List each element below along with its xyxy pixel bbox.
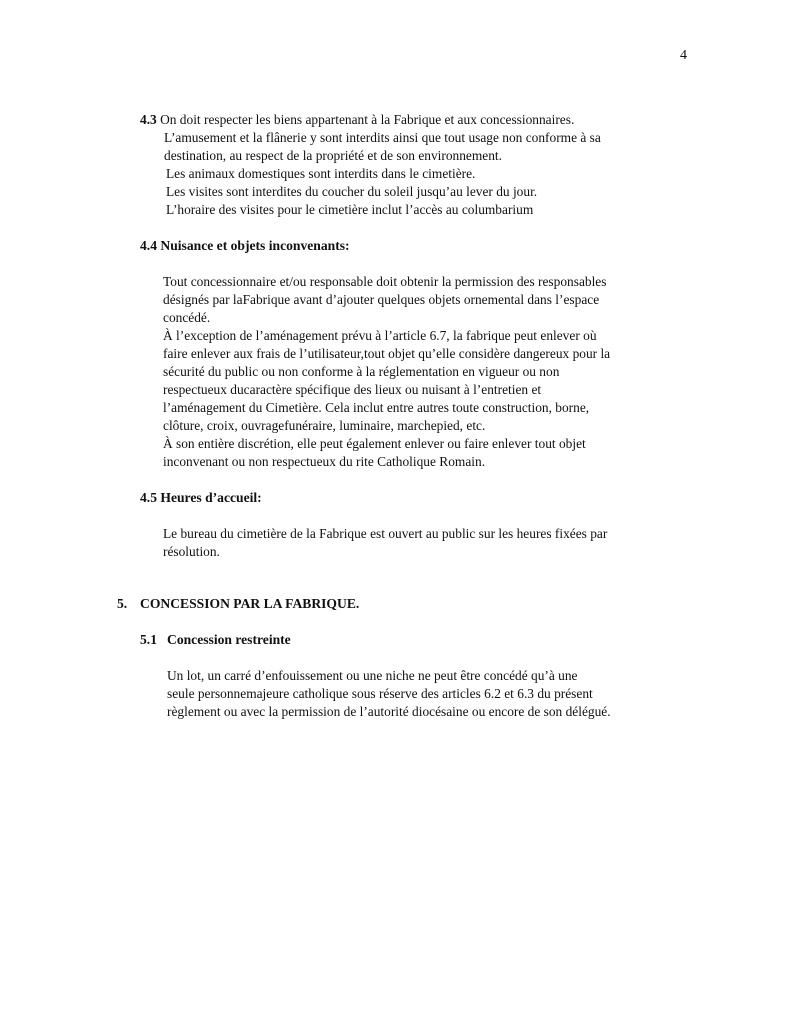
section-4-4-heading: 4.4 Nuisance et objets inconvenants: <box>140 238 350 253</box>
section-4-3-line-3: Les animaux domestiques sont interdits dans le cimetière. <box>166 166 476 181</box>
section-4-3-line-2: destination, au respect de la propriété et de son environnement. <box>164 148 502 163</box>
section-4-3-line-0: On doit respecter les biens appartenant à la Fabrique et aux concessionnaires. <box>156 112 575 127</box>
page-number: 4 <box>680 48 687 63</box>
section-5-heading: CONCESSION PAR LA FABRIQUE. <box>140 596 360 611</box>
section-4-4-line-4: faire enlever aux frais de l’utilisateur,tout objet qu’elle considère dangereux pour la <box>163 346 611 361</box>
section-4-4-line-6: respectueux ducaractère spécifique des lieux ou nuisant à l’entretien et <box>163 382 542 397</box>
section-4-3-first-line <box>140 111 574 129</box>
section-5-1-number: 5.1 <box>140 632 157 647</box>
section-4-4-line-3: À l’exception de l’aménagement prévu à l’article 6.7, la fabrique peut enlever où <box>163 328 597 343</box>
section-4-4-line-5: sécurité du public ou non conforme à la réglementation en vigueur ou non <box>163 364 560 379</box>
section-5-1-line-1: seule personnemajeure catholique sous réserve des articles 6.2 et 6.3 du présent <box>167 686 593 701</box>
section-4-4-line-7: l’aménagement du Cimetière. Cela inclut entre autres toute construction, borne, <box>163 400 590 415</box>
section-4-4-line-8: clôture, croix, ouvragefunéraire, luminaire, marchepied, etc. <box>163 418 486 433</box>
section-5-number: 5. <box>117 596 128 611</box>
section-4-4-line-9: À son entière discrétion, elle peut également enlever ou faire enlever tout objet <box>163 436 586 451</box>
section-4-3-line-4: Les visites sont interdites du coucher du soleil jusqu’au lever du jour. <box>166 184 538 199</box>
section-4-3-number: 4.3 <box>140 112 157 127</box>
section-4-4-line-1: désignés par laFabrique avant d’ajouter quelques objets ornemental dans l’espace <box>163 292 600 307</box>
section-4-5-line-1: résolution. <box>163 544 220 559</box>
section-5-1-line-0: Un lot, un carré d’enfouissement ou une niche ne peut être concédé qu’à une <box>167 668 578 683</box>
section-4-5-line-0: Le bureau du cimetière de la Fabrique est ouvert au public sur les heures fixées par <box>163 526 608 541</box>
section-5-1-heading: Concession restreinte <box>167 632 291 647</box>
section-5-1-line-2: règlement ou avec la permission de l’autorité diocésaine ou encore de son délégué. <box>167 704 611 719</box>
section-4-3-line-5: L’horaire des visites pour le cimetière inclut l’accès au columbarium <box>166 202 534 217</box>
section-4-4-line-10: inconvenant ou non respectueux du rite Catholique Romain. <box>163 454 486 469</box>
section-4-5-heading: 4.5 Heures d’accueil: <box>140 490 262 505</box>
section-4-3-line-1: L’amusement et la flânerie y sont interdits ainsi que tout usage non conforme à sa <box>164 130 601 145</box>
section-4-4-line-0: Tout concessionnaire et/ou responsable doit obtenir la permission des responsables <box>163 274 607 289</box>
section-4-4-line-2: concédé. <box>163 310 211 325</box>
